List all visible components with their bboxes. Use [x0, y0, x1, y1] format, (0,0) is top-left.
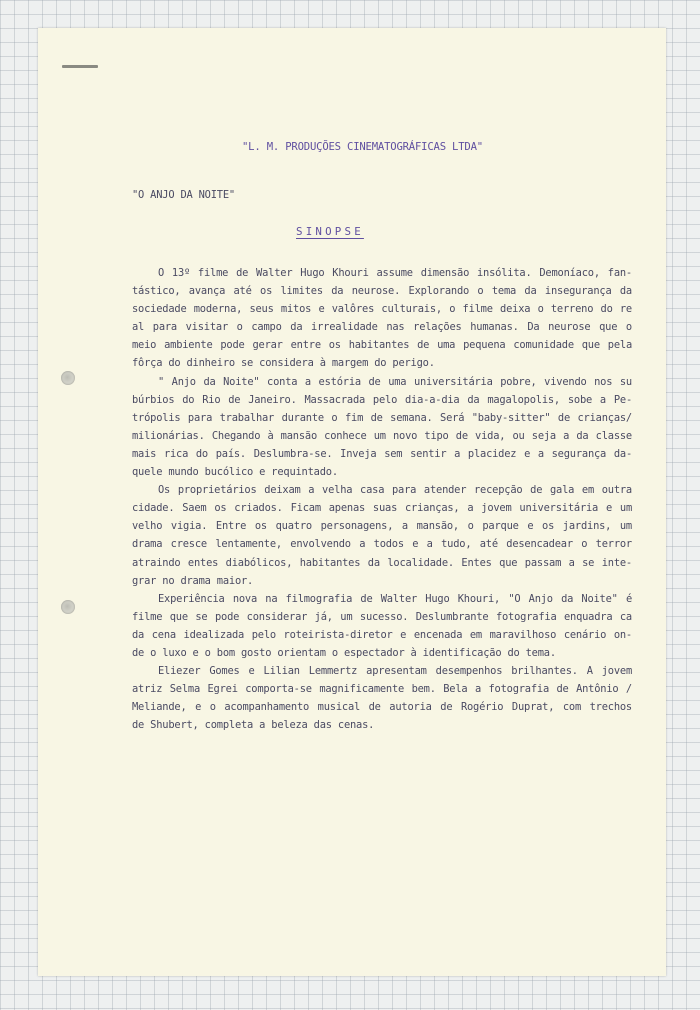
synopsis-text	[132, 264, 632, 734]
synopsis-line: milionárias. Chegando à mansão conhece um novo tipo de vida, ou seja a da classe	[132, 429, 632, 442]
synopsis-line: atriz Selma Egrei comporta-se magnificamente bem. Bela a fotografia de Antônio /	[132, 683, 632, 696]
punch-hole-icon	[61, 600, 75, 614]
synopsis-line: búrbios do Rio de Janeiro. Massacrada pelo dia-a-dia da magalopolis, sobe a Pe-	[132, 393, 632, 406]
synopsis-line: da cena idealizada pelo roteirista-diretor e encenada em maravilhoso cenário on-	[132, 628, 632, 641]
synopsis-line: grar no drama maior.	[132, 574, 254, 587]
synopsis-line: O 13º filme de Walter Hugo Khouri assume dimensão insólita. Demoníaco, fan-	[158, 267, 632, 279]
synopsis-line: Meliande, e o acompanhamento musical de autoria de Rogério Duprat, com trechos	[132, 701, 632, 714]
synopsis-line: de Shubert, completa a beleza das cenas.	[132, 719, 375, 732]
synopsis-line: Eliezer Gomes e Lilian Lemmertz apresentam desempenhos brilhantes. A jovem	[158, 665, 632, 678]
synopsis-line: atraindo entes diabólicos, habitantes da localidade. Entes que passam a se inte-	[132, 556, 632, 569]
synopsis-line: quele mundo bucólico e requintado.	[132, 466, 338, 479]
section-title: SINOPSE	[296, 225, 364, 238]
punch-hole-icon	[61, 371, 75, 385]
synopsis-line: velho vigia. Entre os quatro personagens, a mansão, o parque e os jardins, um	[132, 520, 632, 533]
synopsis-line: cidade. Saem os criados. Ficam apenas suas crianças, a jovem universitária e um	[132, 502, 632, 515]
synopsis-line: trópolis para trabalhar durante o fim de semana. Será "baby-sitter" de crianças/	[132, 411, 632, 424]
film-title: "O ANJO DA NOITE"	[132, 189, 235, 201]
synopsis-line: de o luxo e o bom gosto orientam o espectador à identificação do tema.	[132, 646, 556, 659]
company-header: "L. M. PRODUÇÕES CINEMATOGRÁFICAS LTDA"	[242, 141, 483, 153]
synopsis-line: Os proprietários deixam a velha casa para atender recepção de gala em outra	[158, 484, 632, 497]
synopsis-line: fôrça do dinheiro se considera à margem do perigo.	[132, 357, 435, 370]
synopsis-line: mais rica do país. Deslumbra-se. Inveja sem sentir a placidez e a segurança da-	[132, 447, 632, 460]
synopsis-line: Experiência nova na filmografia de Walter Hugo Khouri, "O Anjo da Noite" é	[158, 592, 632, 605]
synopsis-line: sociedade moderna, seus mitos e valôres culturais, o filme deixa o terreno do re	[132, 303, 632, 316]
staple-mark	[62, 65, 98, 68]
synopsis-line: al para visitar o campo da irrealidade nas relações humanas. Da neurose que o	[132, 321, 632, 334]
synopsis-line: drama cresce lentamente, envolvendo a todos e a tudo, até desencadear o terror	[132, 538, 632, 551]
paper-sheet	[38, 28, 666, 976]
synopsis-line: filme que se pode considerar já, um sucesso. Deslumbrante fotografia enquadra ca	[132, 610, 632, 623]
synopsis-line: tástico, avança até os limites da neurose. Explorando o tema da insegurança da	[132, 285, 632, 298]
synopsis-line: meio ambiente pode gerar entre os habitantes de uma pequena comunidade que pela	[132, 339, 632, 352]
synopsis-line: " Anjo da Noite" conta a estória de uma universitária pobre, vivendo nos su	[158, 375, 632, 388]
